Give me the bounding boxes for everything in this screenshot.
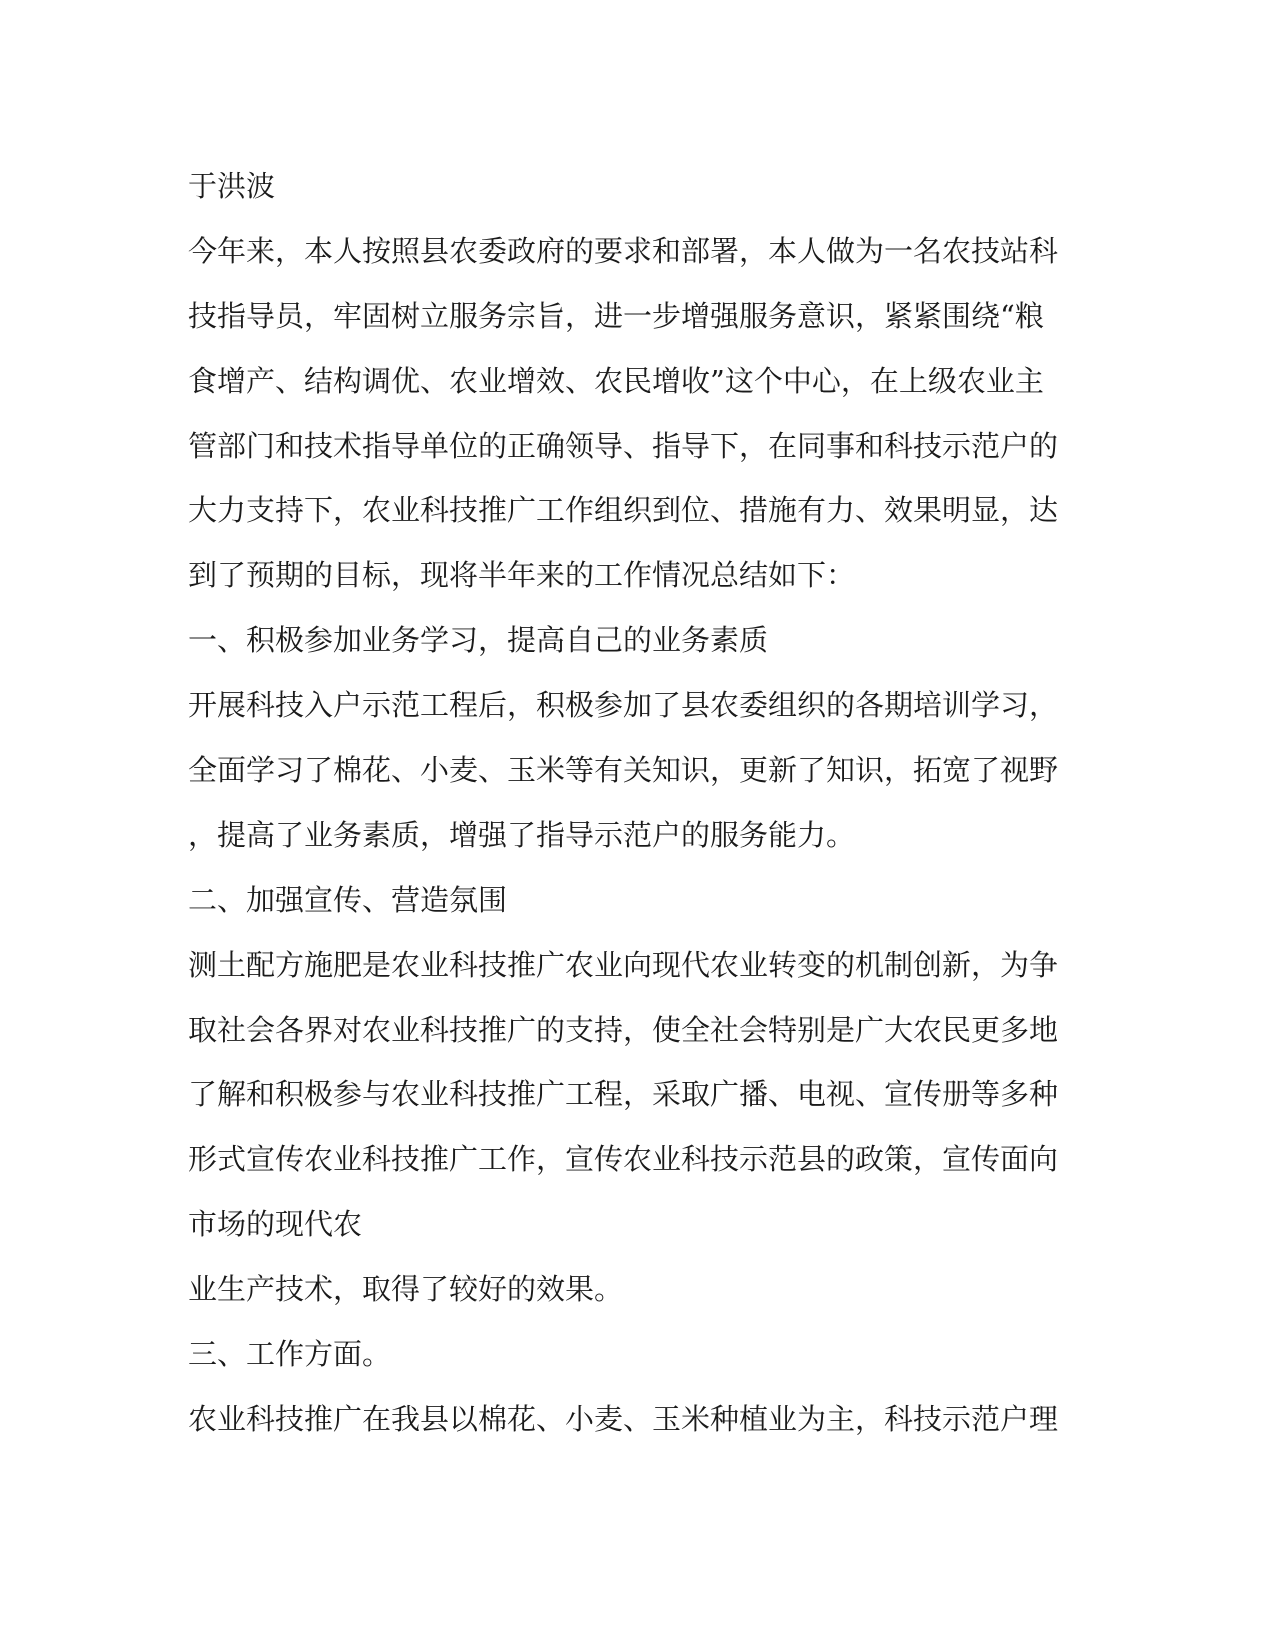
paragraph-line: 业生产技术，取得了较好的效果。: [188, 1272, 624, 1307]
paragraph-line: 技指导员，牢固树立服务宗旨，进一步增强服务意识，紧紧围绕“粮: [188, 298, 1044, 333]
paragraph-line: 形式宣传农业科技推广工作，宣传农业科技示范县的政策，宣传面向: [188, 1142, 1059, 1177]
paragraph-line: 食增产、结构调优、农业增效、农民增收”这个中心，在上级农业主: [188, 363, 1044, 398]
paragraph-line: 了解和积极参与农业科技推广工程，采取广播、电视、宣传册等多种: [188, 1077, 1059, 1112]
section-heading: 二、加强宣传、营造氛围: [188, 882, 508, 917]
paragraph-line: 取社会各界对农业科技推广的支持，使全社会特别是广大农民更多地: [188, 1012, 1059, 1047]
paragraph-line: 管部门和技术指导单位的正确领导、指导下，在同事和科技示范户的: [188, 428, 1059, 463]
paragraph-line: 到了预期的目标，现将半年来的工作情况总结如下：: [188, 558, 856, 593]
section-heading: 一、积极参加业务学习，提高自己的业务素质: [188, 623, 769, 658]
paragraph-line: 开展科技入户示范工程后，积极参加了县农委组织的各期培训学习，: [188, 688, 1059, 723]
section-heading: 三、工作方面。: [188, 1337, 392, 1372]
paragraph-line: 测土配方施肥是农业科技推广农业向现代农业转变的机制创新，为争: [188, 947, 1059, 982]
author-name: 于洪波: [188, 169, 276, 203]
paragraph-line: 市场的现代农: [188, 1207, 363, 1242]
paragraph-line: 全面学习了棉花、小麦、玉米等有关知识，更新了知识，拓宽了视野: [188, 753, 1059, 788]
paragraph-line: ，提高了业务素质，增强了指导示范户的服务能力。: [188, 817, 856, 852]
paragraph-line: 今年来，本人按照县农委政府的要求和部署，本人做为一名农技站科: [188, 233, 1059, 268]
paragraph-line: 大力支持下，农业科技推广工作组织到位、措施有力、效果明显，达: [188, 493, 1059, 528]
paragraph-line: 农业科技推广在我县以棉花、小麦、玉米种植业为主，科技示范户理: [188, 1401, 1059, 1436]
document-body: [188, 154, 1068, 1452]
